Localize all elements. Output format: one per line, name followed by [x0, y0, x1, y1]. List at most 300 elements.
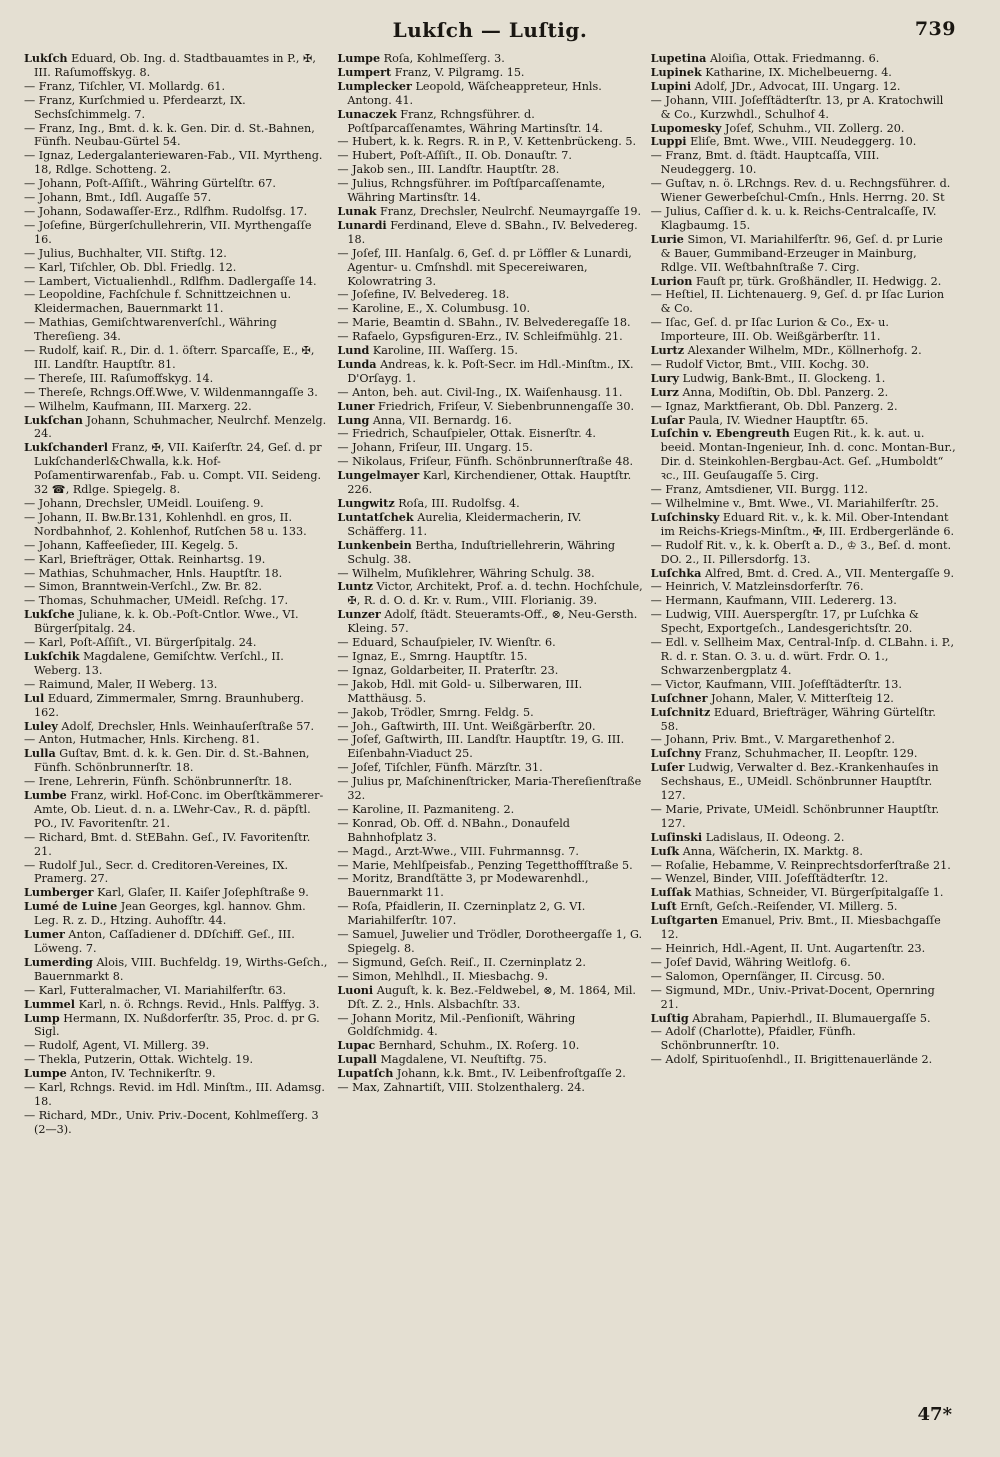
entry-details: — Julius, Caſſier d. k. u. k. Reichs-Centralcaſſe, IV. Klagbaumg. 15. [650, 204, 937, 232]
directory-entry [651, 427, 956, 483]
column-right [651, 52, 956, 1137]
entry-details: — Ignaz, Marktfierant, Ob. Dbl. Panzerg. 2. [650, 399, 898, 413]
entry-details: — Ignaz, E., Smrng. Hauptſtr. 15. [337, 649, 528, 663]
entry-surname: Lummel [24, 996, 76, 1011]
directory-entry [337, 1081, 642, 1095]
directory-entry [337, 845, 642, 859]
directory-entry [24, 177, 329, 191]
directory-entry [24, 219, 329, 247]
entry-details: — Simon, Branntwein-Verſchl., Zw. Br. 82. [24, 580, 262, 594]
directory-entry [24, 747, 329, 775]
entry-details: — Julius, Buchhalter, VII. Stiftg. 12. [24, 246, 227, 260]
directory-entry [651, 831, 956, 845]
entry-details: Alois, VIII. Buchfeldg. 19, Wirths-Geſch., Bauernmarkt 8. [34, 955, 328, 983]
directory-entry [651, 803, 956, 831]
directory-entry [24, 1109, 329, 1137]
directory-entry [24, 886, 329, 900]
directory-entry [337, 219, 642, 247]
entry-surname: Luppi [650, 134, 687, 149]
directory-entry [651, 80, 956, 94]
entry-surname: Lupinek [650, 64, 702, 79]
entry-surname: Lung [337, 412, 370, 427]
entry-details: Eliſe, Bmt. Wwe., VIII. Neudeggerg. 10. [686, 135, 917, 149]
directory-entry [24, 288, 329, 316]
entry-details: — Friedrich, Schauſpieler, Ottak. Eisnerſtr. 4. [337, 427, 596, 441]
entry-details: — Johann, Drechsler, UMeidl. Louiſeng. 9. [24, 497, 264, 510]
directory-entry [337, 344, 642, 358]
directory-entry [24, 692, 329, 720]
entry-details: — Raimund, Maler, II Weberg. 13. [24, 677, 218, 691]
entry-details: Franz, ✠, VII. Kaiſerſtr. 24, Geſ. d. pr Lukſchanderl&Chwalla, k.k. Hof-Poſamentirwarenfab., Fab. u. Compt. VII. Seideng. 32 ☎, Rdlge. Spiegelg. 8. [34, 441, 322, 497]
directory-entry [24, 205, 329, 219]
directory-entry [337, 872, 642, 900]
directory-entry [24, 775, 329, 789]
entry-surname: Lund [337, 343, 370, 358]
entry-details: — Rudolf, Agent, VI. Millerg. 39. [24, 1039, 210, 1053]
directory-entry [337, 761, 642, 775]
directory-entry [337, 66, 642, 80]
entry-surname: Luſer [650, 760, 685, 775]
entry-details: Eduard, Briefträger, Währing Gürtelſtr. 58. [660, 705, 936, 733]
entry-details: Jean Georges, kgl. hannov. Ghm. Leg. R. z. D., Htzing. Auhofſtr. 44. [34, 900, 306, 928]
directory-entry [337, 497, 642, 511]
entry-surname: Lulla [24, 746, 56, 761]
entry-surname: Lunak [337, 203, 377, 218]
entry-surname: Luſchinsky [650, 509, 720, 524]
column-middle [337, 52, 642, 1137]
directory-entry [651, 761, 956, 803]
entry-surname: Lukſchik [24, 648, 80, 663]
directory-entry [651, 845, 956, 859]
entry-details: Roſa, III. Rudolfsg. 4. [394, 497, 520, 510]
entry-details: — Salomon, Opernſänger, II. Circusg. 50. [650, 969, 885, 983]
directory-entry [651, 275, 956, 289]
directory-entry [651, 859, 956, 873]
entry-details: — Iſac, Geſ. d. pr Iſac Lurion & Co., Ex- u. Importeure, III. Ob. Weißgärberſtr. 11. [650, 316, 889, 344]
entry-surname: Luſchin v. Ebengreuth [650, 426, 790, 441]
directory-entry [24, 567, 329, 581]
directory-entry [337, 386, 642, 400]
directory-entry [651, 344, 956, 358]
entry-details: Mathias, Schneider, VI. Bürgerſpitalgaſſe 1. [691, 886, 944, 900]
entry-details: Adolf, ſtädt. Steueramts-Off., ⊗, Neu-Gersth. Kleing. 57. [347, 608, 638, 636]
entry-details: Ernſt, Geſch.-Reiſender, VI. Millerg. 5. [676, 900, 898, 914]
entry-details: — Magd., Arzt-Wwe., VIII. Fuhrmannsg. 7. [337, 844, 579, 858]
entry-surname: Luſar [650, 412, 685, 427]
directory-entry [651, 747, 956, 761]
entry-surname: Lukſchanderl [24, 440, 108, 455]
entry-surname: Lungwitz [337, 496, 395, 510]
entry-details: — Karl, Briefträger, Ottak. Reinhartsg. 19. [24, 552, 266, 566]
entry-details: Joſef, Schuhm., VII. Zollerg. 20. [721, 121, 905, 135]
directory-entry [337, 400, 642, 414]
entry-details: — Karl, Futteralmacher, VI. Mariahilferſtr. 63. [24, 983, 287, 997]
directory-entry [337, 330, 642, 344]
entry-surname: Lump [24, 1010, 60, 1025]
entry-surname: Lumé de Luine [24, 899, 118, 914]
entry-details: — Thereſe, Rchngs.Off.Wwe, V. Wildenmanngaſſe 3. [24, 385, 318, 399]
directory-entry [337, 177, 642, 205]
directory-entry [651, 177, 956, 205]
directory-entry [24, 720, 329, 734]
entry-details: Karl, Glaſer, II. Kaiſer Joſephſtraße 9. [93, 886, 309, 900]
directory-entry [337, 664, 642, 678]
entry-surname: Luſſak [650, 885, 692, 900]
directory-entry [651, 233, 956, 275]
directory-entry [651, 414, 956, 428]
directory-entry [24, 149, 329, 177]
directory-entry [337, 567, 642, 581]
directory-entry [651, 733, 956, 747]
directory-entry [651, 914, 956, 942]
entry-surname: Lukſche [24, 607, 75, 622]
entry-details: Adolf, JDr., Advocat, III. Ungarg. 12. [691, 79, 901, 93]
entry-surname: Lumberger [24, 885, 94, 900]
directory-entry [651, 372, 956, 386]
directory-entry [337, 928, 642, 956]
entry-details: — Jakob sen., III. Landſtr. Hauptſtr. 28. [337, 163, 560, 177]
directory-entry [651, 886, 956, 900]
directory-entry [337, 247, 642, 289]
directory-entry [337, 984, 642, 1012]
entry-details: Simon, VI. Mariahilferſtr. 96, Geſ. d. pr Lurie & Bauer, Gummiband-Erzeuger in Mainburg, Rdlge. VII. Weſtbahnſtraße 7. Cirg. [660, 232, 943, 274]
entry-details: Eduard, Zimmermaler, Smrng. Braunhuberg. 162. [34, 691, 304, 719]
entry-details: — Johann, Kaffeeſieder, III. Kegelg. 5. [24, 538, 239, 552]
directory-entry [337, 414, 642, 428]
directory-entry [337, 511, 642, 539]
entry-details: — Wilhelm, Kaufmann, III. Marxerg. 22. [24, 399, 252, 413]
entry-details: — Rudolf Jul., Secr. d. Creditoren-Vereines, IX. Pramerg. 27. [24, 858, 289, 886]
entry-details: Anna, VII. Bernardg. 16. [369, 413, 512, 427]
directory-entry [651, 122, 956, 136]
directory-entry [24, 956, 329, 984]
columns [24, 52, 956, 1137]
entry-details: — Wilhelmine v., Bmt. Wwe., VI. Mariahilferſtr. 25. [650, 497, 939, 510]
entry-details: — Wenzel, Binder, VIII. Joſefſtädterſtr. 12. [650, 872, 889, 886]
directory-entry [337, 900, 642, 928]
directory-entry [651, 135, 956, 149]
directory-entry [24, 1081, 329, 1109]
directory-entry [24, 984, 329, 998]
directory-entry [651, 678, 956, 692]
entry-details: Aloiſia, Ottak. Friedmanng. 6. [706, 52, 880, 65]
directory-entry [651, 497, 956, 511]
entry-surname: Luſk [650, 843, 680, 858]
directory-entry [337, 1053, 642, 1067]
entry-details: — Joſef, Tiſchler, Fünfh. Märzſtr. 31. [337, 761, 543, 775]
entry-details: — Hermann, Kaufmann, VIII. Ledererg. 13. [650, 594, 897, 608]
directory-entry [337, 539, 642, 567]
entry-surname: Luſt [650, 899, 677, 914]
entry-surname: Lupall [337, 1052, 377, 1067]
directory-entry [337, 427, 642, 441]
directory-entry [24, 1039, 329, 1053]
directory-entry [24, 553, 329, 567]
entry-details: — Mathias, Schuhmacher, Hnls. Hauptſtr. 18. [24, 566, 283, 580]
entry-details: — Johann Moritz, Mil.-Penſioniſt, Währing Goldſchmidg. 4. [337, 1011, 576, 1039]
directory-entry [24, 859, 329, 887]
entry-details: — Hubert, Poſt-Aſſiſt., II. Ob. Donauſtr. 7. [337, 149, 572, 163]
directory-entry [651, 205, 956, 233]
entry-details: — Rafaelo, Gypsfiguren-Erz., IV. Schleifmühlg. 21. [337, 330, 623, 344]
entry-details: Ferdinand, Eleve d. SBahn., IV. Belvedereg. 18. [347, 218, 638, 246]
entry-details: — Franz, Amtsdiener, VII. Burgg. 112. [650, 483, 868, 497]
directory-entry [337, 163, 642, 177]
entry-details: Roſa, Kohlmeſſerg. 3. [380, 52, 505, 65]
entry-details: — Thomas, Schuhmacher, UMeidl. Reſchg. 17. [24, 594, 289, 608]
entry-details: Anton, IV. Technikerſtr. 9. [66, 1067, 216, 1081]
directory-entry [24, 400, 329, 414]
entry-details: — Rudolf, kaiſ. R., Dir. d. 1. öſterr. Sparcaſſe, E., ✠, III. Landſtr. Hauptſtr. 81. [24, 344, 315, 371]
entry-details: — Ignaz, Goldarbeiter, II. Praterſtr. 23. [337, 663, 559, 677]
entry-surname: Luner [337, 398, 375, 413]
directory-entry [24, 275, 329, 289]
directory-entry [337, 288, 642, 302]
directory-entry [651, 636, 956, 678]
entry-details: — Johann, Friſeur, III. Ungarg. 15. [337, 441, 533, 455]
directory-entry [651, 52, 956, 66]
directory-entry [337, 720, 642, 734]
entry-details: Anna, Wäſcherin, IX. Marktg. 8. [679, 844, 863, 858]
directory-entry [24, 372, 329, 386]
entry-details: Eduard, Ob. Ing. d. Stadtbauamtes in P., ✠, III. Raſumoffskyg. 8. [34, 52, 316, 79]
entry-details: — Joſefine, IV. Belvedereg. 18. [337, 288, 510, 302]
directory-entry [651, 942, 956, 956]
entry-details: Eugen Rit., k. k. aut. u. beeid. Montan-Ingenieur, Inh. d. conc. Montan-Bur., Dir. d. Steinkohlen-Bergbau-Act. Geſ. „Humboldt“ ꝛc., III. Geuſaugaſſe 5. Cirg. [660, 427, 956, 483]
directory-entry [24, 1067, 329, 1081]
entry-details: Andreas, k. k. Poſt-Secr. im Hdl.-Minſtm., IX. D'Orſayg. 1. [347, 357, 634, 385]
entry-details: Bertha, Induſtriellehrerin, Währing Schulg. 38. [347, 538, 616, 566]
directory-entry [651, 400, 956, 414]
column-left [24, 52, 329, 1137]
entry-details: Karl, Kirchendiener, Ottak. Hauptſtr. 226. [347, 469, 632, 497]
entry-details: Guſtav, Bmt. d. k. k. Gen. Dir. d. St.-Bahnen, Fünfh. Schönbrunnerſtr. 18. [34, 747, 310, 775]
entry-details: — Ludwig, VIII. Auerspergſtr. 17, pr Luſchka & Specht, Exportgeſch., Landesgerichtsſtr. 20. [650, 608, 919, 636]
directory-entry [337, 108, 642, 136]
directory-entry [24, 928, 329, 956]
directory-entry [651, 608, 956, 636]
directory-entry [337, 316, 642, 330]
entry-surname: Luſinski [650, 829, 703, 844]
entry-details: — Johann, Poſt-Aſſiſt., Währing Gürtelſtr. 67. [24, 177, 276, 191]
entry-details: Alexander Wilhelm, MDr., Köllnerhofg. 2. [684, 344, 922, 358]
directory-entry [24, 261, 329, 275]
entry-details: — Karl, Rchngs. Revid. im Hdl. Minſtm., III. Adamsg. 18. [24, 1081, 325, 1108]
entry-details: Fauſt pr, türk. Großhändler, II. Hedwigg. 2. [692, 274, 942, 288]
entry-details: — Marie, Private, UMeidl. Schönbrunner Hauptſtr. 127. [650, 802, 940, 830]
directory-entry [337, 650, 642, 664]
directory-entry [337, 859, 642, 873]
directory-entry [24, 511, 329, 539]
directory-entry [24, 122, 329, 150]
entry-surname: Lupini [650, 78, 692, 93]
entry-details: Franz, Rchngsführer. d. Poſtſparcaſſenamtes, Währing Martinsſtr. 14. [347, 107, 603, 135]
entry-surname: Lunkenbein [337, 537, 412, 552]
directory-entry [651, 288, 956, 316]
entry-details: — Nikolaus, Friſeur, Fünfh. Schönbrunnerſtraße 48. [337, 455, 634, 469]
entry-details: — Hubert, k. k. Regrs. R. in P., V. Kettenbrückeng. 5. [337, 135, 637, 149]
entry-surname: Lunda [337, 356, 377, 371]
directory-entry [24, 1012, 329, 1040]
entry-surname: Lury [650, 370, 680, 385]
entry-surname: Luſchka [650, 565, 702, 580]
directory-entry [337, 678, 642, 706]
entry-surname: Lumbe [24, 788, 67, 803]
directory-entry [651, 316, 956, 344]
entry-details: — Joſef David, Währing Weitlofg. 6. [650, 955, 851, 969]
entry-details: Leopold, Wäſcheappreteur, Hnls. Antong. 41. [347, 79, 602, 107]
entry-surname: Lumpert [337, 64, 392, 79]
entry-details: Franz, Schuhmacher, II. Leopſtr. 129. [701, 747, 918, 761]
directory-entry [651, 386, 956, 400]
directory-entry [651, 1053, 956, 1067]
directory-entry [337, 149, 642, 163]
entry-details: Adolf, Drechsler, Hnls. Weinhauſerſtraße 57. [57, 719, 315, 733]
entry-details: Eduard Rit. v., k. k. Mil. Ober-Intendant im Reichs-Kriegs-Minſtm., ✠, III. Erdbergerlände 6. [660, 510, 955, 538]
entry-surname: Lupomesky [650, 120, 722, 135]
directory-entry [651, 984, 956, 1012]
entry-details: Ludwig, Verwalter d. Bez.-Krankenhauſes in Sechshaus, E., UMeidl. Schönbrunner Hauptſtr. 127. [660, 761, 939, 803]
entry-details: — Richard, Bmt. d. StEBahn. Geſ., IV. Favoritenſtr. 21. [24, 830, 311, 858]
directory-entry [24, 191, 329, 205]
directory-entry [24, 1053, 329, 1067]
entry-surname: Lurion [650, 273, 693, 288]
directory-entry [24, 900, 329, 928]
directory-entry [24, 386, 329, 400]
entry-details: — Julius pr, Maſchinenſtricker, Maria-Thereſienſtraße 32. [337, 775, 642, 803]
directory-entry [651, 1012, 956, 1026]
entry-details: Anna, Modiſtin, Ob. Dbl. Panzerg. 2. [678, 385, 889, 399]
directory-entry [651, 358, 956, 372]
entry-surname: Lungelmayer [337, 468, 420, 483]
entry-details: — Karoline, E., X. Columbusg. 10. [337, 302, 531, 316]
entry-details: Ludwig, Bank-Bmt., II. Glockeng. 1. [679, 371, 886, 385]
entry-surname: Luſchny [650, 746, 702, 761]
directory-entry [337, 803, 642, 817]
entry-surname: Luſchner [650, 690, 708, 705]
entry-surname: Lumplecker [337, 78, 412, 93]
entry-details: — Thereſe, III. Raſumoffskyg. 14. [24, 371, 214, 385]
entry-details: — Adolf (Charlotte), Pfaidler, Fünfh. Schönbrunnerſtr. 10. [650, 1025, 856, 1053]
entry-surname: Lupatſch [337, 1066, 394, 1081]
directory-entry [24, 608, 329, 636]
entry-details: — Lambert, Victualienhdl., Rdlfhm. Dadlergaſſe 14. [24, 274, 317, 288]
directory-entry [651, 149, 956, 177]
entry-details: Magdalene, VI. Neuſtiftg. 75. [376, 1053, 547, 1067]
directory-entry [337, 135, 642, 149]
entry-details: — Franz, Bmt. d. ſtädt. Hauptcaſſa, VIII. Neudeggerg. 10. [650, 149, 880, 177]
entry-surname: Luley [24, 718, 58, 733]
entry-details: Ladislaus, II. Odeong. 2. [702, 830, 845, 844]
directory-entry [24, 247, 329, 261]
directory-entry [651, 956, 956, 970]
entry-details: — Eduard, Schauſpieler, IV. Wienſtr. 6. [337, 636, 556, 650]
entry-details: — Irene, Lehrerin, Fünfh. Schönbrunnerſtr. 18. [24, 775, 292, 789]
entry-surname: Lul [24, 690, 45, 705]
directory-entry [651, 1025, 956, 1053]
entry-surname: Lukſchan [24, 412, 83, 427]
entry-details: — Heinrich, Hdl.-Agent, II. Unt. Augartenſtr. 23. [650, 942, 926, 955]
entry-details: — Johann, II. Bw.Br.131, Kohlenhdl. en gros, II. Nordbahnhof, 2. Kohlenhof, Rutſchen 58 u. 133. [24, 510, 307, 538]
directory-entry [337, 706, 642, 720]
directory-entry [337, 636, 642, 650]
entry-surname: Lurtz [650, 343, 685, 358]
entry-details: — Samuel, Juwelier und Trödler, Dorotheergaſſe 1, G. Spiegelg. 8. [337, 928, 643, 955]
entry-details: — Franz, Ing., Bmt. d. k. k. Gen. Dir. d. St.-Bahnen, Fünfh. Neubau-Gürtel 54. [24, 121, 315, 149]
directory-entry [651, 900, 956, 914]
entry-details: — Jakob, Trödler, Smrng. Feldg. 5. [337, 705, 534, 719]
entry-details: — Johann, Priv. Bmt., V. Margarethenhof 2. [650, 733, 895, 747]
entry-details: — Wilhelm, Muſiklehrer, Währing Schulg. 38. [337, 566, 595, 580]
directory-entry [337, 817, 642, 845]
directory-entry [337, 455, 642, 469]
entry-surname: Lurz [650, 384, 679, 399]
entry-details: Aurelia, Kleidermacherin, IV. Schäfferg. 11. [347, 510, 582, 538]
entry-details: — Roſalie, Hebamme, V. Reinprechtsdorferſtraße 21. [650, 858, 951, 872]
entry-details: — Joſefine, Bürgerſchullehrerin, VII. Myrthengaſſe 16. [24, 218, 312, 246]
entry-surname: Lupac [337, 1038, 376, 1053]
entry-details: Franz, V. Pilgramg. 15. [391, 65, 525, 79]
entry-details: Victor, Architekt, Prof. a. d. techn. Hochſchule, ✠, R. d. O. d. Kr. v. Rum., VIII. Florianig. 39. [347, 580, 643, 608]
entry-details: — Richard, MDr., Univ. Priv.-Docent, Kohlmeſſerg. 3 (2—3). [24, 1108, 319, 1136]
entry-details: — Leopoldine, Fachſchule f. Schnittzeichnen u. Kleidermachen, Bauernmarkt 11. [24, 288, 292, 316]
entry-details: — Joh., Gaſtwirth, III. Unt. Weißgärberſtr. 20. [337, 719, 596, 733]
entry-details: — Sigmund, MDr., Univ.-Privat-Docent, Opernring 21. [650, 983, 935, 1011]
directory-entry [24, 678, 329, 692]
entry-surname: Luntatſchek [337, 509, 414, 524]
entry-details: — Marie, Beamtin d. SBahn., IV. Belvederegaſſe 18. [337, 316, 631, 330]
directory-entry [24, 497, 329, 511]
entry-details: — Sigmund, Geſch. Reiſ., II. Czerninplatz 2. [337, 955, 586, 969]
entry-details: Magdalene, Gemiſchtw. Verſchl., II. Weberg. 13. [34, 649, 284, 677]
entry-details: Hermann, IX. Nußdorferſtr. 35, Proc. d. pr G. Sigl. [34, 1011, 320, 1039]
entry-details: Bernhard, Schuhm., IX. Roſerg. 10. [375, 1039, 580, 1053]
entry-details: Karoline, III. Waſſerg. 15. [369, 344, 518, 358]
entry-details: Juliane, k. k. Ob.-Poſt-Cntlor. Wwe., VI. Bürgerſpitalg. 24. [34, 608, 299, 636]
directory-entry [337, 302, 642, 316]
entry-details: — Joſef, III. Hanſalg. 6, Geſ. d. pr Löffler & Lunardi, Agentur- u. Cmſnshdl. mit Specereiwaren, Kolowratring 3. [337, 246, 632, 288]
entry-details: Paula, IV. Wiedner Hauptſtr. 65. [684, 413, 869, 427]
entry-details: Johann, k.k. Bmt., IV. Leibenfroſtgaſſe 2. [393, 1067, 626, 1081]
directory-entry [651, 970, 956, 984]
directory-entry [337, 580, 642, 608]
directory-entry [337, 775, 642, 803]
entry-details: — Anton, Hutmacher, Hnls. Kircheng. 81. [24, 733, 260, 747]
directory-entry [24, 594, 329, 608]
signature-mark: 47* [917, 1404, 952, 1425]
entry-details: — Heinrich, V. Matzleinsdorferſtr. 76. [650, 580, 864, 594]
entry-details: Franz, Drechsler, Neulrchf. Neumayrgaſſe 19. [376, 204, 642, 218]
directory-entry [337, 469, 642, 497]
entry-details: — Karl, Tiſchler, Ob. Dbl. Friedlg. 12. [24, 260, 237, 274]
directory-entry [651, 594, 956, 608]
entry-details: — Rudolf Rit. v., k. k. Oberſt a. D., ♔ 3., Beſ. d. mont. DO. 2., II. Pillersdorfg. 13. [650, 538, 952, 566]
directory-entry [651, 539, 956, 567]
entry-details: — Konrad, Ob. Off. d. NBahn., Donaufeld Bahnhofplatz 3. [337, 816, 570, 844]
entry-details: — Karoline, II. Pazmaniteng. 2. [337, 802, 515, 816]
entry-details: — Anton, beh. aut. Civil-Ing., IX. Waiſenhausg. 11. [337, 385, 623, 399]
directory-entry [337, 52, 642, 66]
entry-details: — Johann, VIII. Joſefſtädterſtr. 13, pr A. Kratochwill & Co., Kurzwhdl., Schulhof 4. [650, 93, 944, 121]
entry-surname: Lunzer [337, 607, 381, 622]
directory-entry [24, 998, 329, 1012]
entry-details: — Guſtav, n. ö. LRchngs. Rev. d. u. Rechngsführer. d. Wiener Gewerbeſchul-Cmſn., Hnls. Herrng. 20. St [650, 177, 951, 205]
directory-entry [337, 1012, 642, 1040]
entry-surname: Lupetina [650, 52, 707, 65]
entry-details: Franz, wirkl. Hof-Conc. im Oberſtkämmerer-Amte, Ob. Lieut. d. n. a. LWehr-Cav., R. d. päpſtl. PO., IV. Favoritenſtr. 21. [34, 789, 324, 830]
directory-entry [651, 483, 956, 497]
directory-entry [24, 94, 329, 122]
